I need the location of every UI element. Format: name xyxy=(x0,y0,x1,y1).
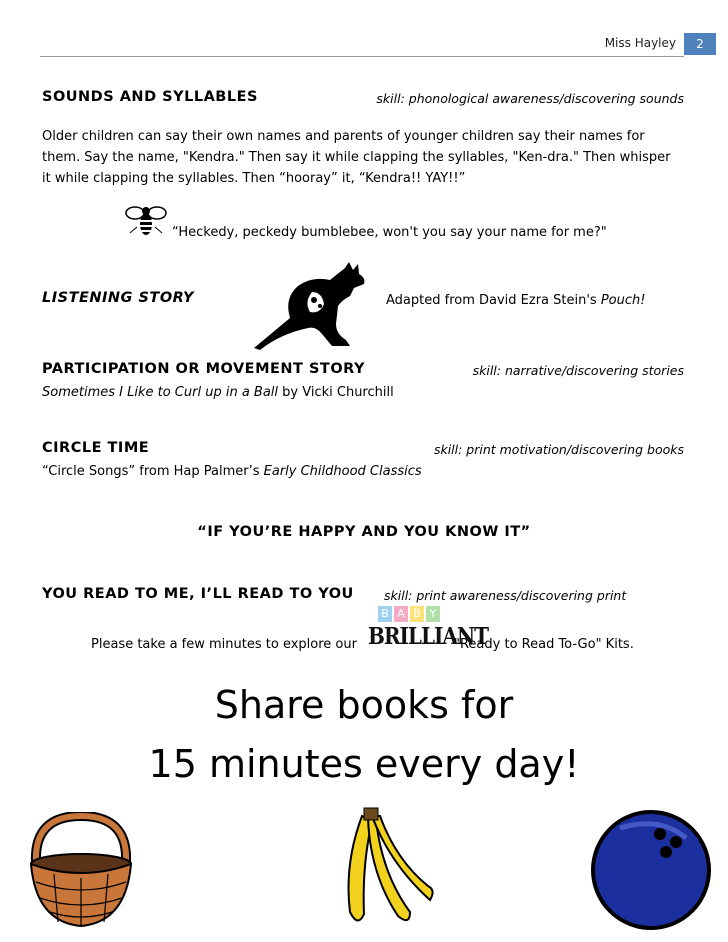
sounds-para-line: it while clapping the syllables. Then “hooray” it, “Kendra!! YAY!!” xyxy=(42,171,466,186)
participation-skill: skill: narrative/discovering stories xyxy=(472,363,684,378)
listening-credit-prefix: Adapted from David Ezra Stein's xyxy=(386,293,601,308)
header-divider xyxy=(40,56,684,57)
banana-icon xyxy=(314,804,436,928)
participation-book xyxy=(42,382,394,403)
circle-skill: skill: print motivation/discovering books xyxy=(433,442,684,457)
circle-source-title: Early Childhood Classics xyxy=(263,464,422,479)
bowling-ball-icon xyxy=(590,808,712,932)
logo-block: B xyxy=(410,606,424,622)
kangaroo-icon xyxy=(250,262,370,350)
logo-block: Y xyxy=(426,606,440,622)
sounds-para-line: Older children can say their own names and parents of younger children say their names for xyxy=(42,129,645,144)
basket-icon xyxy=(24,812,138,930)
slogan-line-1: Share books for xyxy=(214,683,514,727)
sounds-para-line: them. Say the name, "Kendra." Then say it while clapping the syllables, "Ken-dra." Then whisper xyxy=(42,150,671,165)
logo-block: A xyxy=(394,606,408,622)
bee-icon xyxy=(124,203,168,239)
participation-title: PARTICIPATION OR MOVEMENT STORY xyxy=(42,361,366,377)
circle-source xyxy=(42,461,422,482)
header-name: Miss Hayley xyxy=(604,36,676,50)
listening-credit-title: Pouch! xyxy=(600,293,646,308)
circle-song: “IF YOU’RE HAPPY AND YOU KNOW IT” xyxy=(197,524,531,540)
read-explore-prefix: Please take a few minutes to explore our xyxy=(91,637,357,652)
bee-rhyme: “Heckedy, peckedy bumblebee, won't you say your name for me?" xyxy=(172,225,607,240)
listening-title: LISTENING STORY xyxy=(42,290,194,306)
participation-book-author: by Vicki Churchill xyxy=(278,385,394,400)
read-skill: skill: print awareness/discovering print xyxy=(384,588,627,603)
logo-brilliant-text: BRILLIANT xyxy=(368,622,489,650)
sounds-paragraph xyxy=(42,126,670,189)
circle-source-prefix: “Circle Songs” from Hap Palmer’s xyxy=(42,464,264,479)
listening-credit xyxy=(386,290,645,311)
read-title: YOU READ TO ME, I’LL READ TO YOU xyxy=(42,586,354,602)
slogan-line-2: 15 minutes every day! xyxy=(148,742,580,786)
sounds-skill: skill: phonological awareness/discovering sounds xyxy=(376,91,684,106)
read-explore-suffix: "Ready to Read To-Go" Kits. xyxy=(454,637,634,652)
baby-brilliant-logo xyxy=(368,606,489,650)
circle-title: CIRCLE TIME xyxy=(42,440,150,456)
page-number: 2 xyxy=(684,33,716,55)
logo-block: B xyxy=(378,606,392,622)
sounds-title: SOUNDS AND SYLLABLES xyxy=(42,89,258,105)
participation-book-title: Sometimes I Like to Curl up in a Ball xyxy=(42,385,279,400)
